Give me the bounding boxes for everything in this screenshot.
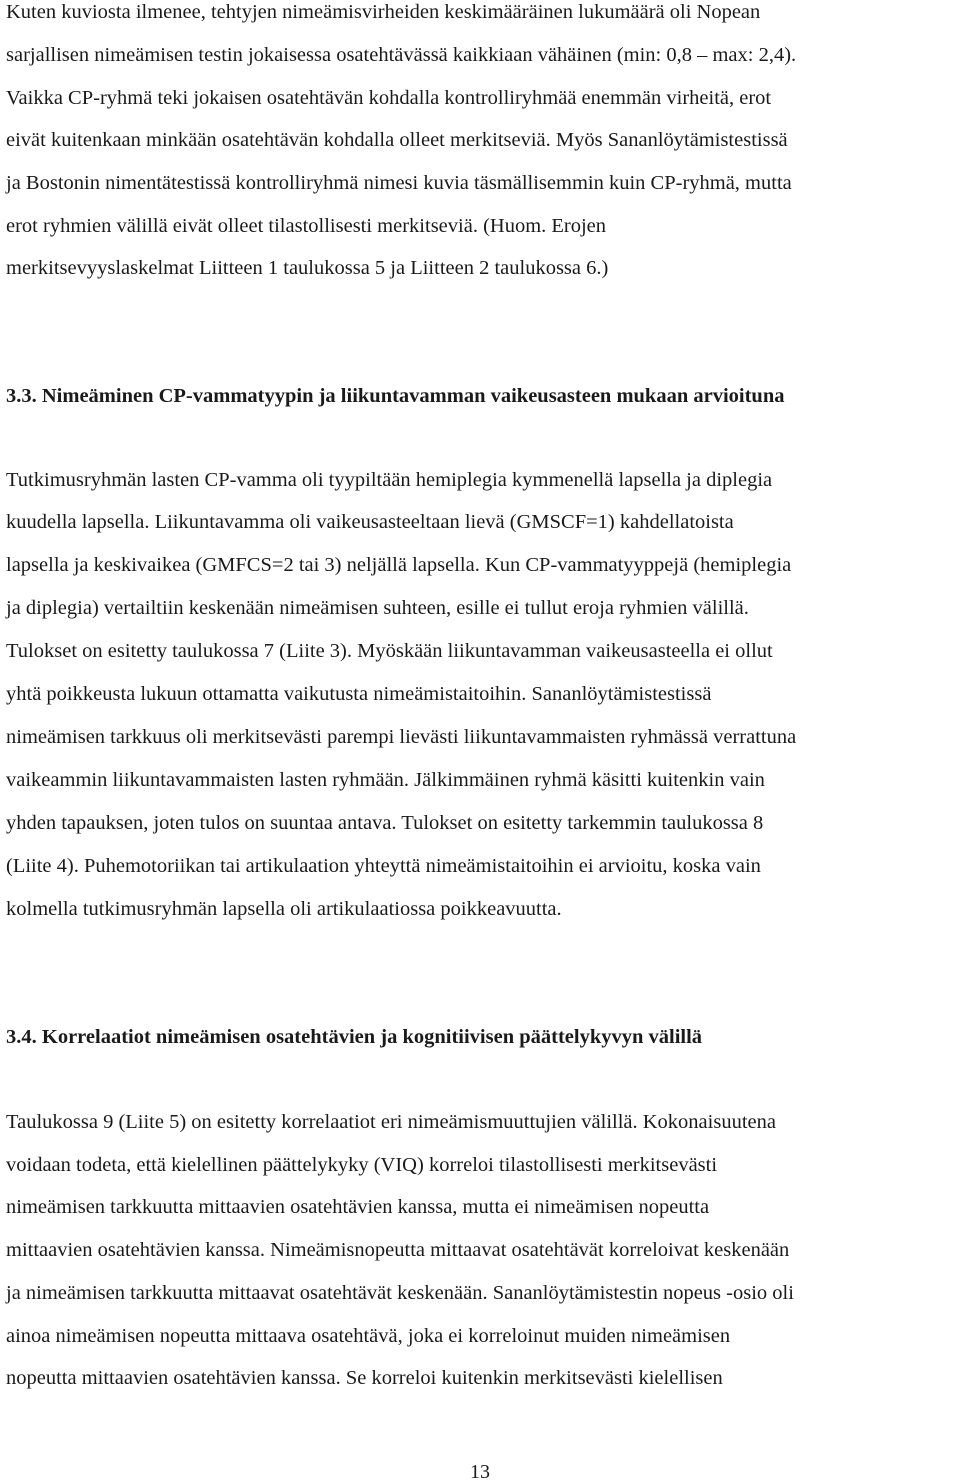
page-number: 13 <box>470 1461 490 1483</box>
text-line: Kuten kuviosta ilmenee, tehtyjen nimeämisvirheiden keskimääräinen lukumäärä oli Nopean <box>6 1 761 23</box>
text-line: eivät kuitenkaan minkään osatehtävän kohdalla olleet merkitseviä. Myös Sananlöytämistestissä <box>6 129 788 151</box>
text-line: merkitsevyyslaskelmat Liitteen 1 taulukossa 5 ja Liitteen 2 taulukossa 6.) <box>6 257 609 279</box>
text-line: Taulukossa 9 (Liite 5) on esitetty korrelaatiot eri nimeämismuuttujien välillä. Kokonaisuutena <box>6 1111 776 1133</box>
text-line: nimeämisen tarkkuutta mittaavien osatehtävien kanssa, mutta ei nimeämisen nopeutta <box>6 1196 710 1218</box>
text-line: erot ryhmien välillä eivät olleet tilastollisesti merkitseviä. (Huom. Erojen <box>6 215 607 237</box>
text-line: ja diplegia) vertailtiin keskenään nimeämisen suhteen, esille ei tullut eroja ryhmien välillä. <box>6 597 749 619</box>
text-line: kuudella lapsella. Liikuntavamma oli vaikeusasteeltaan lievä (GMSCF=1) kahdellatoista <box>6 511 734 533</box>
text-line: voidaan todeta, että kielellinen päättelykyky (VIQ) korreloi tilastollisesti merkitsevästi <box>6 1154 718 1176</box>
text-line: yhden tapauksen, joten tulos on suuntaa antava. Tulokset on esitetty tarkemmin taulukossa 8 <box>6 812 764 834</box>
text-line: Tutkimusryhmän lasten CP-vamma oli tyypiltään hemiplegia kymmenellä lapsella ja diplegia <box>6 469 773 491</box>
text-line: ja nimeämisen tarkkuutta mittaavat osatehtävät keskenään. Sananlöytämistestin nopeus -osio oli <box>6 1282 794 1304</box>
text-line: sarjallisen nimeämisen testin jokaisessa osatehtävässä kaikkiaan vähäinen (min: 0,8 – max: 2,4). <box>6 44 797 66</box>
section-heading: 3.3. Nimeäminen CP-vammatyypin ja liikuntavamman vaikeusasteen mukaan arvioituna <box>6 385 785 407</box>
text-line: Tulokset on esitetty taulukossa 7 (Liite 3). Myöskään liikuntavamman vaikeusasteella ei ollut <box>6 640 773 662</box>
text-line: vaikeammin liikuntavammaisten lasten ryhmään. Jälkimmäinen ryhmä käsitti kuitenkin vain <box>6 769 765 791</box>
text-line: (Liite 4). Puhemotoriikan tai artikulaation yhteyttä nimeämistaitoihin ei arvioitu, koska vain <box>6 855 761 877</box>
text-line: nimeämisen tarkkuus oli merkitsevästi parempi lievästi liikuntavammaisten ryhmässä verrattuna <box>6 726 797 748</box>
text-line: ja Bostonin nimentätestissä kontrolliryhmä nimesi kuvia täsmällisemmin kuin CP-ryhmä, mutta <box>6 172 792 194</box>
text-line: yhtä poikkeusta lukuun ottamatta vaikutusta nimeämistaitoihin. Sananlöytämistestissä <box>6 683 712 705</box>
text-line: ainoa nimeämisen nopeutta mittaava osatehtävä, joka ei korreloinut muiden nimeämisen <box>6 1325 731 1347</box>
text-line: Vaikka CP-ryhmä teki jokaisen osatehtävän kohdalla kontrolliryhmää enemmän virheitä, erot <box>6 87 772 109</box>
text-line: nopeutta mittaavien osatehtävien kanssa. Se korreloi kuitenkin merkitsevästi kielellisen <box>6 1367 723 1389</box>
text-line: mittaavien osatehtävien kanssa. Nimeämisnopeutta mittaavat osatehtävät korreloivat keskenään <box>6 1239 790 1261</box>
text-line: kolmella tutkimusryhmän lapsella oli artikulaatiossa poikkeavuutta. <box>6 898 562 920</box>
section-heading: 3.4. Korrelaatiot nimeämisen osatehtävien ja kognitiivisen päättelykyvyn välillä <box>6 1026 703 1048</box>
text-line: lapsella ja keskivaikea (GMFCS=2 tai 3) neljällä lapsella. Kun CP-vammatyyppejä (hemiplegia <box>6 554 792 576</box>
